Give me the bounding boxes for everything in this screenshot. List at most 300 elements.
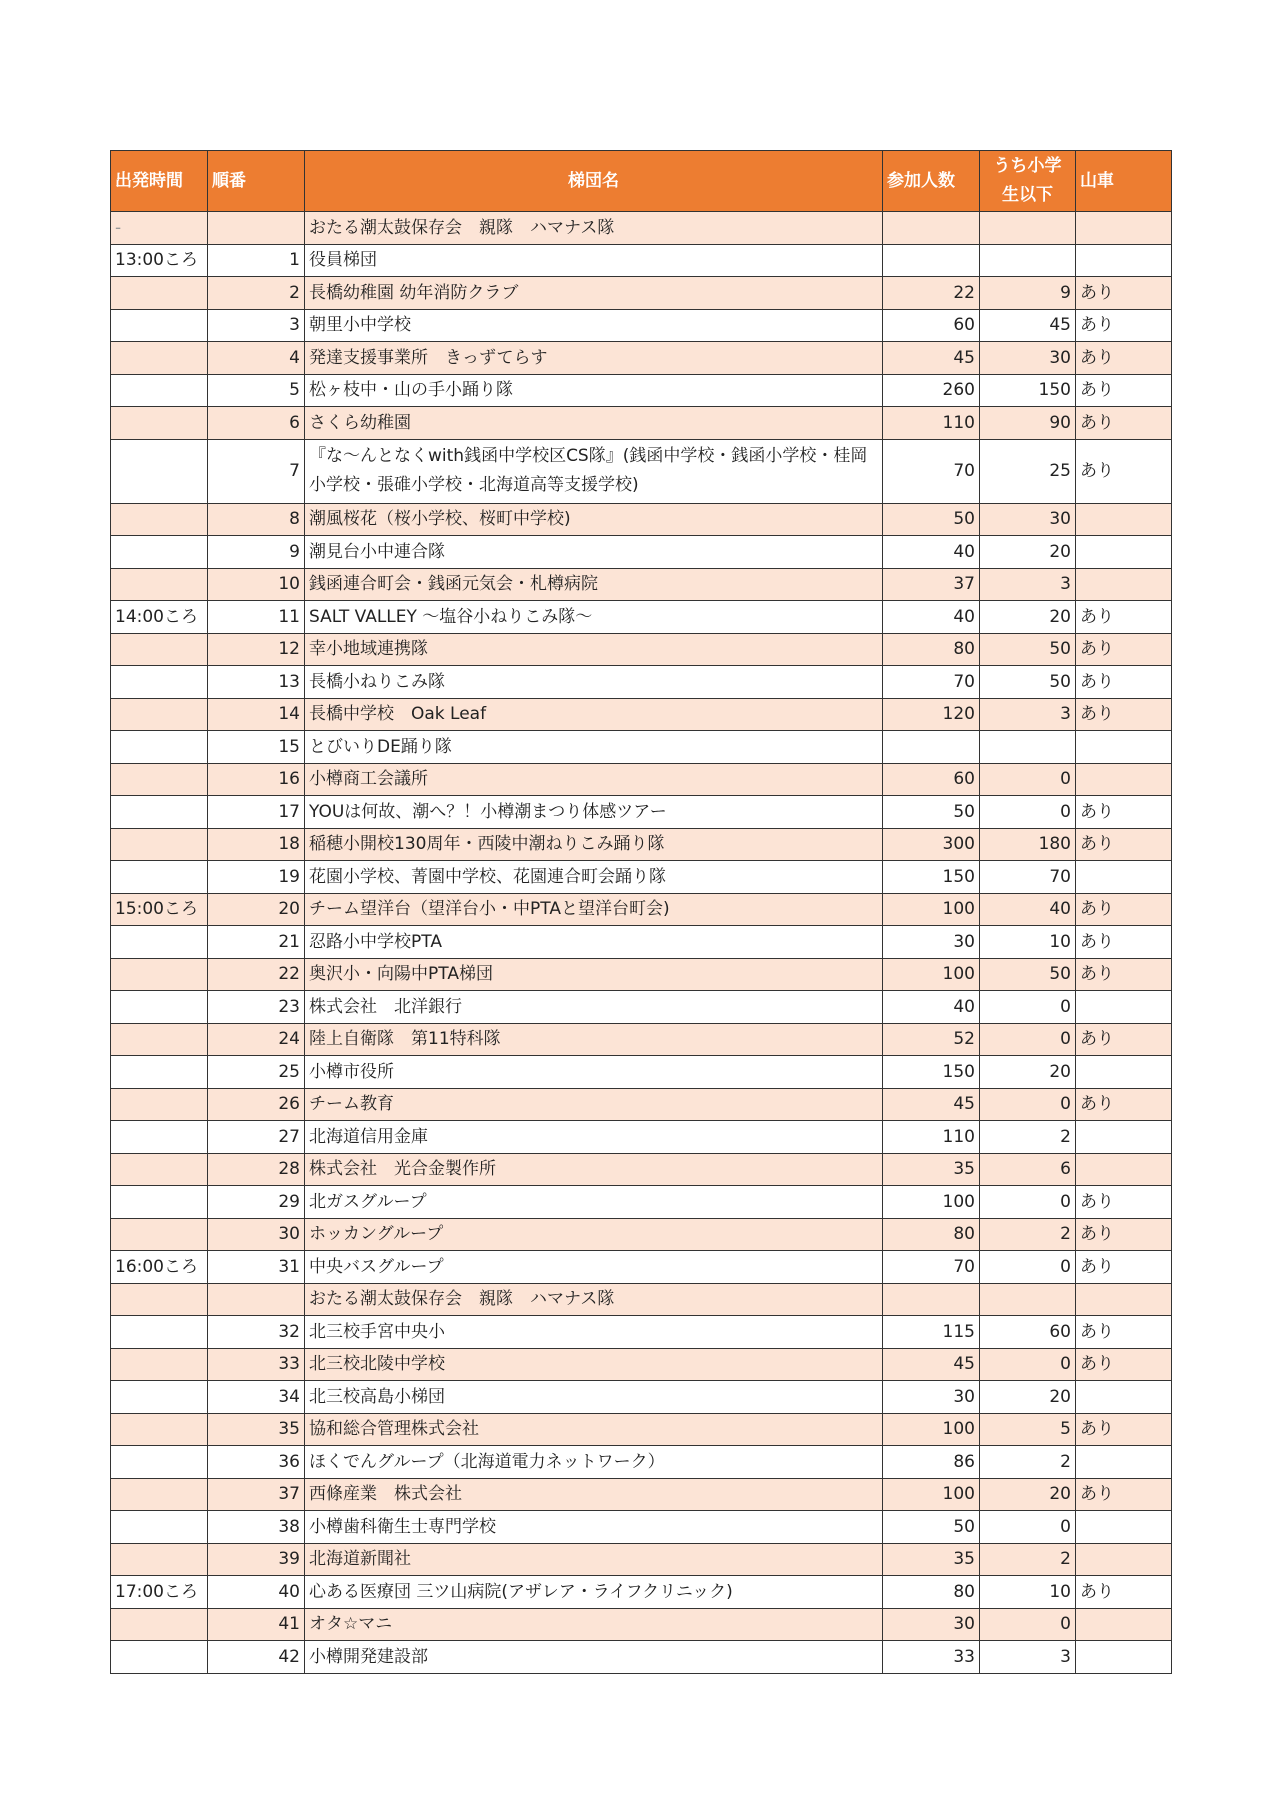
cell-name: 北海道新聞社 — [305, 1543, 883, 1576]
cell-order: 12 — [208, 633, 305, 666]
cell-order: 40 — [208, 1576, 305, 1609]
cell-children: 50 — [980, 666, 1076, 699]
table-row — [111, 666, 1172, 699]
table-row — [111, 1251, 1172, 1284]
table-row — [111, 763, 1172, 796]
cell-float: あり — [1076, 958, 1172, 991]
cell-participants: 45 — [883, 1348, 980, 1381]
cell-children: 0 — [980, 1608, 1076, 1641]
cell-time — [111, 1478, 208, 1511]
cell-name: 長橋小ねりこみ隊 — [305, 666, 883, 699]
cell-order: 13 — [208, 666, 305, 699]
cell-order: 15 — [208, 731, 305, 764]
cell-children: 60 — [980, 1316, 1076, 1349]
cell-float — [1076, 1121, 1172, 1154]
cell-float: あり — [1076, 1088, 1172, 1121]
cell-order: 7 — [208, 439, 305, 503]
cell-order: 35 — [208, 1413, 305, 1446]
cell-order: 3 — [208, 309, 305, 342]
cell-time — [111, 1186, 208, 1219]
table-row — [111, 1218, 1172, 1251]
cell-time — [111, 1088, 208, 1121]
cell-name: 北三校高島小梯団 — [305, 1381, 883, 1414]
cell-participants: 22 — [883, 277, 980, 310]
cell-time — [111, 1381, 208, 1414]
table-row — [111, 536, 1172, 569]
cell-order: 29 — [208, 1186, 305, 1219]
cell-order: 22 — [208, 958, 305, 991]
cell-time — [111, 1153, 208, 1186]
cell-float — [1076, 503, 1172, 536]
cell-participants: 100 — [883, 958, 980, 991]
header-children-line1: うち小学 — [993, 156, 1062, 176]
cell-children: 20 — [980, 1478, 1076, 1511]
header-children-line2: 生以下 — [1002, 185, 1053, 205]
cell-order: 2 — [208, 277, 305, 310]
cell-children: 0 — [980, 991, 1076, 1024]
cell-order: 24 — [208, 1023, 305, 1056]
cell-time: 15:00ころ — [111, 893, 208, 926]
cell-float: あり — [1076, 1348, 1172, 1381]
cell-participants: 50 — [883, 796, 980, 829]
table-row — [111, 861, 1172, 894]
table-row — [111, 1608, 1172, 1641]
cell-float — [1076, 1446, 1172, 1479]
table-row — [111, 926, 1172, 959]
cell-participants: 50 — [883, 503, 980, 536]
cell-name: 株式会社 光合金製作所 — [305, 1153, 883, 1186]
cell-time — [111, 568, 208, 601]
cell-participants: 35 — [883, 1153, 980, 1186]
cell-order: 9 — [208, 536, 305, 569]
table-row — [111, 309, 1172, 342]
table-row — [111, 407, 1172, 440]
cell-participants: 100 — [883, 1478, 980, 1511]
cell-participants: 40 — [883, 536, 980, 569]
cell-name: 中央バスグループ — [305, 1251, 883, 1284]
table-row — [111, 374, 1172, 407]
cell-participants: 86 — [883, 1446, 980, 1479]
cell-order: 1 — [208, 244, 305, 277]
header-participants: 参加人数 — [883, 151, 980, 212]
cell-float: あり — [1076, 407, 1172, 440]
cell-time: 17:00ころ — [111, 1576, 208, 1609]
header-row — [111, 151, 1172, 212]
cell-float: あり — [1076, 828, 1172, 861]
cell-float: あり — [1076, 439, 1172, 503]
cell-participants: 100 — [883, 1413, 980, 1446]
cell-float — [1076, 1153, 1172, 1186]
cell-name: チーム望洋台（望洋台小・中PTAと望洋台町会) — [305, 893, 883, 926]
cell-name: 奥沢小・向陽中PTA梯団 — [305, 958, 883, 991]
cell-participants: 30 — [883, 1381, 980, 1414]
cell-participants: 50 — [883, 1511, 980, 1544]
cell-float: あり — [1076, 1186, 1172, 1219]
cell-name: 小樽市役所 — [305, 1056, 883, 1089]
cell-name: オタ☆マニ — [305, 1608, 883, 1641]
cell-time: 13:00ころ — [111, 244, 208, 277]
cell-order: 4 — [208, 342, 305, 375]
cell-time — [111, 503, 208, 536]
table-row — [111, 244, 1172, 277]
cell-name: おたる潮太鼓保存会 親隊 ハマナス隊 — [305, 1283, 883, 1316]
cell-time — [111, 309, 208, 342]
table-row — [111, 1511, 1172, 1544]
cell-order: 23 — [208, 991, 305, 1024]
cell-float — [1076, 731, 1172, 764]
cell-name: 花園小学校、菁園中学校、花園連合町会踊り隊 — [305, 861, 883, 894]
cell-name: おたる潮太鼓保存会 親隊 ハマナス隊 — [305, 212, 883, 245]
cell-order: 11 — [208, 601, 305, 634]
cell-time — [111, 1121, 208, 1154]
table-row — [111, 1413, 1172, 1446]
cell-float — [1076, 568, 1172, 601]
cell-time — [111, 1283, 208, 1316]
cell-participants — [883, 731, 980, 764]
cell-children: 5 — [980, 1413, 1076, 1446]
cell-children: 20 — [980, 1381, 1076, 1414]
cell-participants: 52 — [883, 1023, 980, 1056]
table-row — [111, 1023, 1172, 1056]
cell-float: あり — [1076, 893, 1172, 926]
cell-participants: 70 — [883, 666, 980, 699]
cell-time — [111, 926, 208, 959]
cell-time — [111, 1413, 208, 1446]
cell-participants: 110 — [883, 1121, 980, 1154]
cell-participants: 70 — [883, 1251, 980, 1284]
cell-children: 20 — [980, 601, 1076, 634]
cell-participants: 260 — [883, 374, 980, 407]
cell-participants: 100 — [883, 1186, 980, 1219]
cell-order: 32 — [208, 1316, 305, 1349]
cell-name: ホッカングループ — [305, 1218, 883, 1251]
cell-children: 150 — [980, 374, 1076, 407]
cell-time — [111, 698, 208, 731]
cell-name: 北海道信用金庫 — [305, 1121, 883, 1154]
cell-name: 長橋中学校 Oak Leaf — [305, 698, 883, 731]
cell-name: 朝里小中学校 — [305, 309, 883, 342]
cell-float: あり — [1076, 1251, 1172, 1284]
cell-time — [111, 342, 208, 375]
cell-participants: 100 — [883, 893, 980, 926]
cell-participants: 300 — [883, 828, 980, 861]
cell-name: 協和総合管理株式会社 — [305, 1413, 883, 1446]
cell-float — [1076, 1543, 1172, 1576]
cell-name: 陸上自衛隊 第11特科隊 — [305, 1023, 883, 1056]
cell-float — [1076, 1381, 1172, 1414]
cell-float: あり — [1076, 666, 1172, 699]
cell-order: 8 — [208, 503, 305, 536]
cell-participants: 35 — [883, 1543, 980, 1576]
cell-order: 27 — [208, 1121, 305, 1154]
table-row — [111, 1576, 1172, 1609]
table-row — [111, 1381, 1172, 1414]
cell-children — [980, 212, 1076, 245]
cell-children: 0 — [980, 1088, 1076, 1121]
cell-children: 3 — [980, 568, 1076, 601]
cell-name: 西條産業 株式会社 — [305, 1478, 883, 1511]
cell-participants — [883, 1283, 980, 1316]
cell-name: 長橋幼稚園 幼年消防クラブ — [305, 277, 883, 310]
cell-participants: 110 — [883, 407, 980, 440]
cell-float — [1076, 991, 1172, 1024]
cell-float — [1076, 244, 1172, 277]
cell-participants: 30 — [883, 1608, 980, 1641]
cell-time — [111, 958, 208, 991]
cell-time — [111, 731, 208, 764]
cell-float — [1076, 1056, 1172, 1089]
cell-time — [111, 1348, 208, 1381]
cell-time — [111, 796, 208, 829]
table-row — [111, 1153, 1172, 1186]
cell-name: 役員梯団 — [305, 244, 883, 277]
cell-time — [111, 633, 208, 666]
cell-time — [111, 1023, 208, 1056]
cell-children: 0 — [980, 1348, 1076, 1381]
table-row — [111, 633, 1172, 666]
cell-participants: 40 — [883, 601, 980, 634]
cell-children: 30 — [980, 503, 1076, 536]
cell-children: 30 — [980, 342, 1076, 375]
table-row — [111, 893, 1172, 926]
cell-float: あり — [1076, 342, 1172, 375]
cell-order: 34 — [208, 1381, 305, 1414]
table-row — [111, 1478, 1172, 1511]
cell-children: 0 — [980, 1023, 1076, 1056]
cell-order: 5 — [208, 374, 305, 407]
cell-participants: 115 — [883, 1316, 980, 1349]
cell-children: 9 — [980, 277, 1076, 310]
table-row — [111, 439, 1172, 503]
cell-time — [111, 1543, 208, 1576]
cell-children: 0 — [980, 1511, 1076, 1544]
cell-order: 14 — [208, 698, 305, 731]
cell-order: 33 — [208, 1348, 305, 1381]
cell-float — [1076, 1641, 1172, 1674]
cell-children: 3 — [980, 698, 1076, 731]
cell-order: 6 — [208, 407, 305, 440]
cell-name: ほくでんグループ（北海道電力ネットワーク） — [305, 1446, 883, 1479]
cell-time — [111, 1446, 208, 1479]
cell-participants: 120 — [883, 698, 980, 731]
cell-order: 19 — [208, 861, 305, 894]
cell-children: 20 — [980, 1056, 1076, 1089]
cell-children: 40 — [980, 893, 1076, 926]
cell-name: 心ある医療団 三ツ山病院(アザレア・ライフクリニック) — [305, 1576, 883, 1609]
cell-participants: 33 — [883, 1641, 980, 1674]
cell-time — [111, 374, 208, 407]
header-float: 山車 — [1076, 151, 1172, 212]
cell-children: 0 — [980, 1186, 1076, 1219]
cell-children: 2 — [980, 1121, 1076, 1154]
parade-table — [110, 150, 1172, 1674]
header-children — [980, 151, 1076, 212]
cell-participants: 37 — [883, 568, 980, 601]
cell-time — [111, 439, 208, 503]
cell-time — [111, 666, 208, 699]
cell-time: - — [111, 212, 208, 245]
cell-time — [111, 991, 208, 1024]
table-row — [111, 796, 1172, 829]
cell-order: 17 — [208, 796, 305, 829]
table-row — [111, 698, 1172, 731]
cell-participants: 45 — [883, 1088, 980, 1121]
cell-time — [111, 1316, 208, 1349]
cell-time: 16:00ころ — [111, 1251, 208, 1284]
cell-float: あり — [1076, 796, 1172, 829]
cell-order: 21 — [208, 926, 305, 959]
cell-children: 3 — [980, 1641, 1076, 1674]
cell-float: あり — [1076, 1478, 1172, 1511]
cell-name: 小樽商工会議所 — [305, 763, 883, 796]
cell-participants: 150 — [883, 1056, 980, 1089]
cell-children: 180 — [980, 828, 1076, 861]
cell-time — [111, 1218, 208, 1251]
cell-children: 0 — [980, 1251, 1076, 1284]
table-row — [111, 503, 1172, 536]
cell-float: あり — [1076, 633, 1172, 666]
cell-participants: 60 — [883, 763, 980, 796]
cell-name: 株式会社 北洋銀行 — [305, 991, 883, 1024]
table-row — [111, 568, 1172, 601]
cell-time — [111, 1511, 208, 1544]
cell-float: あり — [1076, 698, 1172, 731]
cell-float — [1076, 212, 1172, 245]
table-row — [111, 212, 1172, 245]
cell-name: 松ヶ枝中・山の手小踊り隊 — [305, 374, 883, 407]
cell-participants: 40 — [883, 991, 980, 1024]
cell-float: あり — [1076, 1413, 1172, 1446]
cell-participants: 70 — [883, 439, 980, 503]
cell-participants: 80 — [883, 1218, 980, 1251]
cell-name: とびいりDE踊り隊 — [305, 731, 883, 764]
cell-order: 39 — [208, 1543, 305, 1576]
cell-children: 70 — [980, 861, 1076, 894]
cell-participants: 45 — [883, 342, 980, 375]
table-row — [111, 1056, 1172, 1089]
cell-time: 14:00ころ — [111, 601, 208, 634]
cell-order: 41 — [208, 1608, 305, 1641]
table-row — [111, 1446, 1172, 1479]
cell-float: あり — [1076, 309, 1172, 342]
table-row — [111, 828, 1172, 861]
cell-order: 28 — [208, 1153, 305, 1186]
cell-time — [111, 1641, 208, 1674]
cell-children: 50 — [980, 633, 1076, 666]
cell-children: 50 — [980, 958, 1076, 991]
cell-order: 31 — [208, 1251, 305, 1284]
cell-order — [208, 1283, 305, 1316]
cell-name: 北三校北陵中学校 — [305, 1348, 883, 1381]
cell-children: 2 — [980, 1543, 1076, 1576]
cell-float — [1076, 861, 1172, 894]
cell-float — [1076, 1283, 1172, 1316]
cell-name: YOUは何故、潮へ？！小樽潮まつり体感ツアー — [305, 796, 883, 829]
cell-children: 45 — [980, 309, 1076, 342]
cell-order: 37 — [208, 1478, 305, 1511]
cell-participants: 80 — [883, 1576, 980, 1609]
cell-participants — [883, 244, 980, 277]
cell-children: 10 — [980, 1576, 1076, 1609]
cell-participants: 80 — [883, 633, 980, 666]
cell-name: 銭函連合町会・銭函元気会・札樽病院 — [305, 568, 883, 601]
cell-order: 25 — [208, 1056, 305, 1089]
table-row — [111, 1641, 1172, 1674]
cell-name: 潮風桜花（桜小学校、桜町中学校) — [305, 503, 883, 536]
cell-name: さくら幼稚園 — [305, 407, 883, 440]
cell-time — [111, 763, 208, 796]
parade-schedule-sheet — [110, 150, 1171, 1674]
cell-time — [111, 828, 208, 861]
cell-children — [980, 244, 1076, 277]
table-row — [111, 1283, 1172, 1316]
cell-time — [111, 1608, 208, 1641]
cell-name: 北三校手宮中央小 — [305, 1316, 883, 1349]
cell-float — [1076, 763, 1172, 796]
cell-order: 18 — [208, 828, 305, 861]
table-row — [111, 1121, 1172, 1154]
cell-children: 25 — [980, 439, 1076, 503]
cell-children: 90 — [980, 407, 1076, 440]
cell-name: SALT VALLEY 〜塩谷小ねりこみ隊〜 — [305, 601, 883, 634]
cell-name: 『な〜んとなくwith銭函中学校区CS隊』(銭函中学校・銭函小学校・桂岡小学校・張碓小学校・北海道高等支援学校) — [305, 439, 883, 503]
cell-children — [980, 731, 1076, 764]
table-row — [111, 731, 1172, 764]
table-row — [111, 991, 1172, 1024]
cell-children: 6 — [980, 1153, 1076, 1186]
cell-children: 20 — [980, 536, 1076, 569]
cell-name: 幸小地域連携隊 — [305, 633, 883, 666]
table-row — [111, 958, 1172, 991]
table-row — [111, 601, 1172, 634]
cell-float — [1076, 1511, 1172, 1544]
cell-order: 38 — [208, 1511, 305, 1544]
cell-children: 10 — [980, 926, 1076, 959]
cell-float: あり — [1076, 1218, 1172, 1251]
cell-participants: 30 — [883, 926, 980, 959]
cell-time — [111, 536, 208, 569]
cell-float — [1076, 536, 1172, 569]
cell-children: 0 — [980, 763, 1076, 796]
cell-float: あり — [1076, 1316, 1172, 1349]
table-row — [111, 1316, 1172, 1349]
table-body — [111, 212, 1172, 1674]
cell-order: 26 — [208, 1088, 305, 1121]
table-row — [111, 1348, 1172, 1381]
cell-order: 16 — [208, 763, 305, 796]
table-row — [111, 1088, 1172, 1121]
cell-name: 稲穂小開校130周年・西陵中潮ねりこみ踊り隊 — [305, 828, 883, 861]
cell-name: 小樽開発建設部 — [305, 1641, 883, 1674]
header-order: 順番 — [208, 151, 305, 212]
cell-float: あり — [1076, 926, 1172, 959]
cell-name: 発達支援事業所 きっずてらす — [305, 342, 883, 375]
header-time: 出発時間 — [111, 151, 208, 212]
cell-participants: 60 — [883, 309, 980, 342]
cell-order: 10 — [208, 568, 305, 601]
cell-time — [111, 1056, 208, 1089]
cell-order: 36 — [208, 1446, 305, 1479]
cell-order: 20 — [208, 893, 305, 926]
cell-float: あり — [1076, 277, 1172, 310]
cell-name: 小樽歯科衛生士専門学校 — [305, 1511, 883, 1544]
header-name: 梯団名 — [305, 151, 883, 212]
cell-children: 0 — [980, 796, 1076, 829]
cell-float — [1076, 1608, 1172, 1641]
cell-participants: 150 — [883, 861, 980, 894]
table-row — [111, 1186, 1172, 1219]
cell-order: 42 — [208, 1641, 305, 1674]
